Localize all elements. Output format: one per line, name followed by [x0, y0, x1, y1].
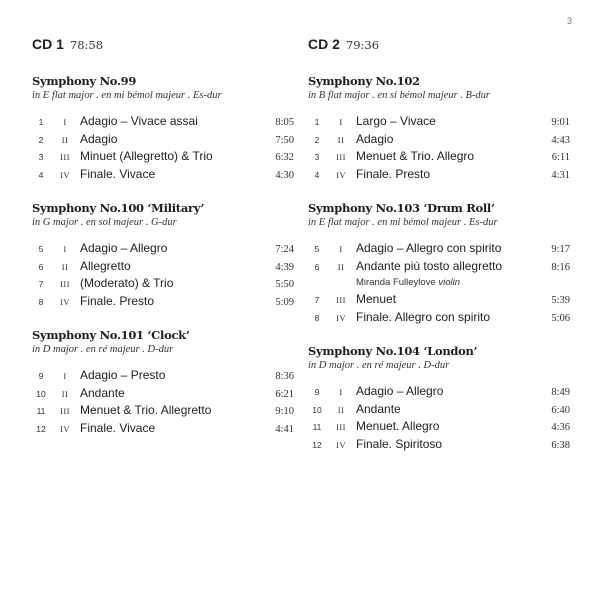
movement-number: IV [336, 439, 346, 450]
track-duration: 5:50 [275, 279, 294, 290]
track-row [32, 113, 294, 131]
work-title: Symphony No.99 [32, 74, 137, 88]
track-number: 4 [38, 169, 44, 180]
movement-number: II [337, 134, 345, 145]
movement-number: IV [60, 169, 70, 180]
track-duration: 7:50 [275, 134, 294, 146]
movement-number: I [339, 387, 343, 397]
track-number: 4 [314, 169, 320, 180]
track-number: 1 [38, 117, 44, 127]
track-number: 3 [38, 152, 44, 162]
track-title: Andante più tosto allegretto [356, 258, 503, 273]
track-duration: 4:41 [275, 423, 294, 435]
cd-duration: 79:36 [345, 38, 380, 52]
track-duration: 8:49 [551, 387, 570, 398]
track-title: Menuet [356, 292, 397, 306]
movement-number: IV [336, 312, 346, 323]
track-title: Adagio – Vivace assai [80, 114, 198, 128]
movement-number: II [61, 388, 69, 399]
track-title: Finale. Presto [80, 293, 155, 308]
track-duration: 8:05 [275, 117, 294, 128]
cd-2-column [308, 36, 570, 471]
work-title: Symphony No.100 ‘Military’ [32, 201, 205, 215]
track-row [308, 436, 570, 454]
track-title: Allegretto [80, 258, 131, 273]
track-row [32, 367, 294, 385]
track-title: Finale. Spiritoso [356, 436, 443, 451]
work-key: in G major . en sol majeur . G-dur [32, 217, 177, 228]
track-duration: 5:06 [551, 312, 570, 324]
track-duration: 5:39 [551, 295, 570, 306]
track-number: 8 [38, 296, 44, 307]
track-duration: 9:01 [551, 117, 570, 128]
track-number: 9 [314, 387, 320, 397]
track-title: Adagio [356, 131, 394, 146]
movement-number: III [60, 406, 70, 416]
movement-number: III [336, 422, 346, 432]
track-row [308, 291, 570, 309]
work-key: in E flat major . en mi bémol majeur . Es-dur [308, 217, 498, 228]
track-duration: 9:17 [551, 244, 570, 255]
track-row [32, 240, 294, 258]
track-title: Finale. Vivace [80, 166, 156, 181]
movement-number: I [63, 117, 67, 127]
track-duration: 6:21 [275, 388, 294, 400]
track-number: 11 [312, 422, 322, 432]
track-number: 6 [38, 261, 44, 272]
movement-number: I [63, 371, 67, 381]
track-row [32, 148, 294, 166]
track-number: 5 [38, 244, 44, 254]
track-number: 11 [36, 406, 46, 416]
track-row [32, 293, 294, 311]
track-title: Menuet. Allegro [356, 419, 440, 433]
track-row [32, 275, 294, 293]
track-row [308, 166, 570, 184]
movement-number: I [339, 117, 343, 127]
track-duration: 6:40 [551, 404, 570, 416]
movement-number: III [336, 152, 346, 162]
track-row [32, 385, 294, 403]
performer-instrument: violin [438, 277, 461, 288]
track-row [308, 418, 570, 436]
track-number: 3 [314, 152, 320, 162]
track-title: Finale. Allegro con spirito [356, 309, 491, 324]
work-title: Symphony No.102 [308, 74, 420, 88]
track-number: 1 [314, 117, 320, 127]
movement-number: II [61, 134, 69, 145]
work-key: in D major . en ré majeur . D-dur [308, 360, 450, 371]
work-key: in B flat major . en si bémol majeur . B-dur [308, 90, 490, 101]
track-title: Menuet & Trio. Allegro [356, 149, 475, 163]
track-duration: 9:10 [275, 406, 294, 417]
cd-label: CD 2 [308, 36, 340, 52]
movement-number: IV [60, 423, 70, 434]
work-title: Symphony No.103 ‘Drum Roll’ [308, 201, 495, 215]
work-block [308, 74, 570, 183]
work-title: Symphony No.101 ‘Clock’ [32, 328, 190, 342]
track-number: 7 [38, 279, 44, 289]
track-duration: 7:24 [275, 244, 294, 255]
track-row [32, 166, 294, 184]
movement-number: IV [60, 296, 70, 307]
track-number: 9 [38, 371, 44, 381]
track-title: Adagio – Allegro [356, 384, 444, 398]
track-row [32, 131, 294, 149]
cd-heading [32, 36, 294, 54]
work-block [32, 328, 294, 437]
track-row [308, 401, 570, 419]
work-block [308, 344, 570, 453]
track-number: 10 [36, 388, 46, 399]
track-number: 6 [314, 261, 320, 272]
track-title: Largo – Vivace [356, 114, 436, 128]
performer-credit [308, 275, 570, 291]
track-number: 12 [36, 423, 46, 434]
track-row [308, 309, 570, 327]
work-title: Symphony No.104 ‘London’ [308, 344, 478, 358]
movement-number: II [337, 404, 345, 415]
movement-number: IV [336, 169, 346, 180]
track-number: 10 [312, 404, 322, 415]
track-row [32, 420, 294, 438]
track-number: 12 [312, 439, 322, 450]
track-title: Adagio – Allegro [80, 241, 168, 255]
movement-number: I [63, 244, 67, 254]
movement-number: III [60, 279, 70, 289]
track-duration: 6:11 [551, 152, 570, 163]
track-duration: 4:39 [275, 261, 294, 273]
movement-number: II [61, 261, 69, 272]
track-row [308, 148, 570, 166]
track-row [32, 402, 294, 420]
track-duration: 5:09 [275, 296, 294, 308]
track-row [308, 240, 570, 258]
track-title: (Moderato) & Trio [80, 276, 174, 290]
track-number: 8 [314, 312, 320, 323]
track-row [308, 113, 570, 131]
track-title: Andante [356, 401, 401, 416]
track-duration: 8:36 [275, 371, 294, 382]
page-number: 3 [566, 16, 572, 26]
performer-name: Miranda Fulleylove [356, 277, 436, 288]
work-key: in D major . en ré majeur . D-dur [32, 344, 174, 355]
track-row [308, 258, 570, 276]
track-title: Finale. Vivace [80, 420, 156, 435]
track-title: Adagio [80, 131, 118, 146]
track-title: Finale. Presto [356, 166, 431, 181]
track-number: 5 [314, 244, 320, 254]
track-duration: 4:43 [551, 134, 570, 146]
track-row [32, 258, 294, 276]
cd-heading [308, 36, 570, 54]
track-title: Menuet & Trio. Allegretto [80, 403, 212, 417]
movement-number: III [336, 295, 346, 305]
track-duration: 4:36 [551, 422, 570, 433]
track-row [308, 131, 570, 149]
cd-label: CD 1 [32, 36, 64, 52]
track-number: 7 [314, 295, 320, 305]
work-block [32, 74, 294, 183]
cd-duration: 78:58 [69, 38, 104, 52]
work-block [32, 201, 294, 310]
work-block [308, 201, 570, 326]
movement-number: II [337, 261, 345, 272]
track-duration: 4:31 [551, 169, 570, 181]
cd-1-column [32, 36, 294, 455]
track-duration: 8:16 [551, 261, 570, 273]
track-number: 2 [314, 134, 320, 145]
track-title: Minuet (Allegretto) & Trio [80, 149, 213, 163]
track-duration: 6:38 [551, 439, 570, 451]
track-row [308, 383, 570, 401]
track-duration: 6:32 [275, 152, 294, 163]
track-number: 2 [38, 134, 44, 145]
movement-number: I [339, 244, 343, 254]
track-title: Adagio – Allegro con spirito [356, 241, 502, 255]
work-key: in E flat major . en mi bémol majeur . Es-dur [32, 90, 222, 101]
track-title: Adagio – Presto [80, 368, 166, 382]
movement-number: III [60, 152, 70, 162]
track-title: Andante [80, 385, 125, 400]
track-duration: 4:30 [275, 169, 294, 181]
